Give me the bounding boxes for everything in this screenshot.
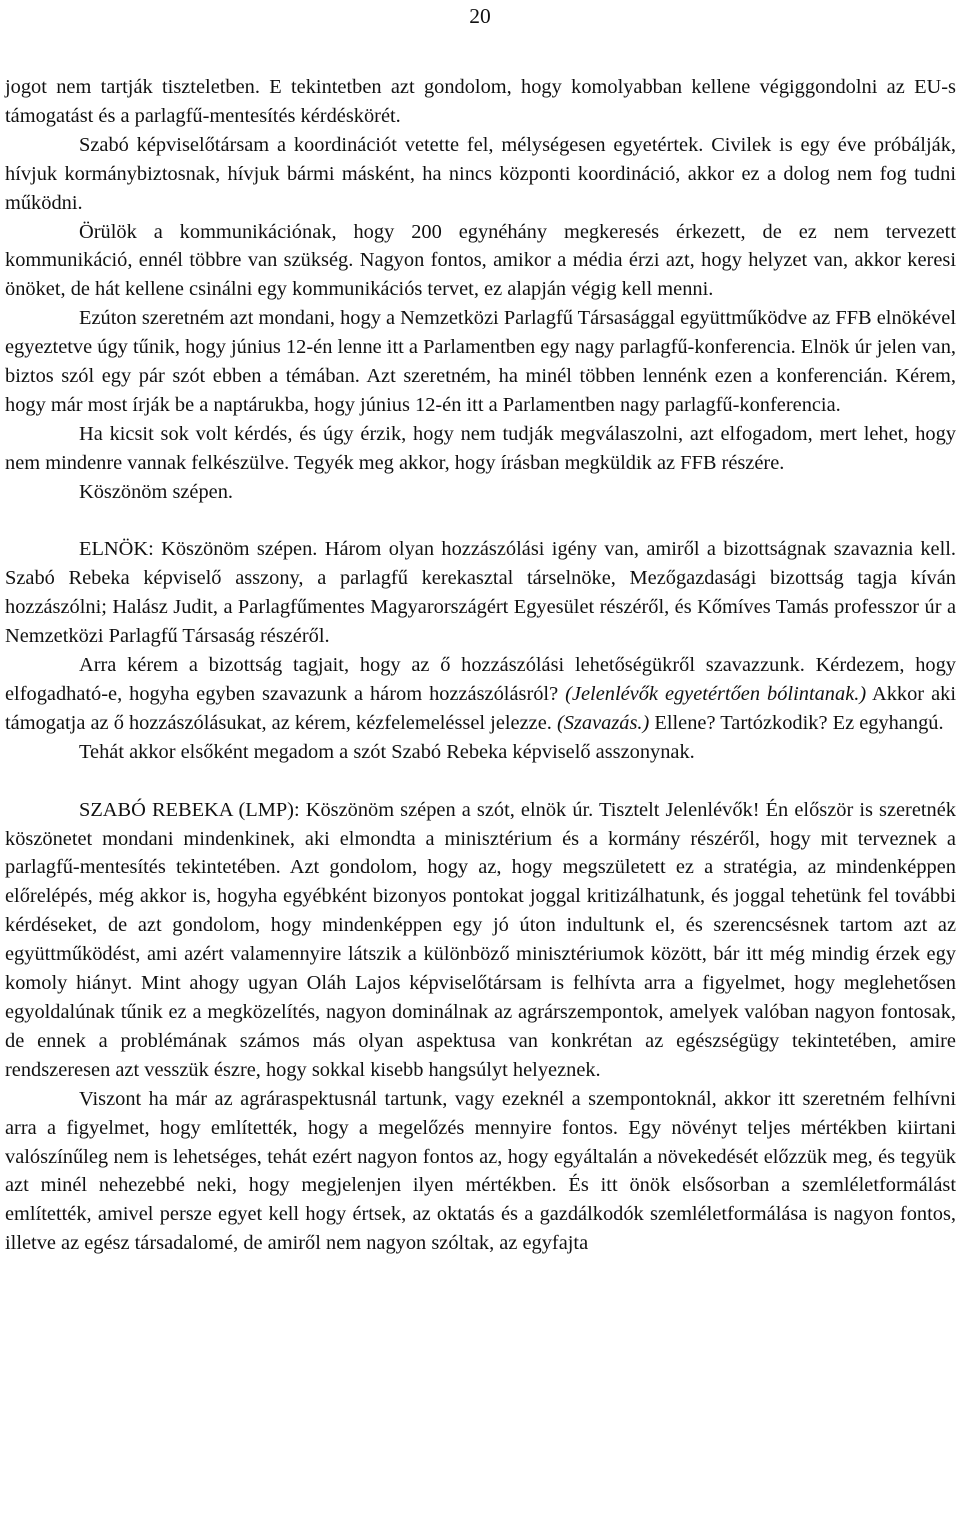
paragraph-text: Köszönöm szépen.: [79, 480, 234, 503]
paragraph-gap: [5, 507, 956, 536]
paragraph-text: Örülök a kommunikációnak, hogy 200 egynéhány megkeresés érkezett, de ez nem tervezett kommunikáció, ennél többre van szükség. Nagyon fontos, amikor a média érzi azt, hogy helyzet van, akkor keresi önöket, de hát kellene csinálni egy kommunikációs tervet, ez alapján végig kell menni.: [5, 220, 956, 301]
stage-direction: (Szavazás.): [556, 711, 650, 734]
paragraph-szabo-speech: [5, 796, 956, 1085]
paragraph-vote: [5, 651, 956, 738]
paragraph-coordination: [5, 131, 956, 218]
paragraph-communication: [5, 218, 956, 305]
paragraph-szabo-agrar: [5, 1085, 956, 1258]
paragraph-conference: [5, 304, 956, 420]
paragraph-text: Ezúton szeretném azt mondani, hogy a Nemzetközi Parlagfű Társasággal együttműködve az FFB elnökével egyeztetve úgy tűnik, hogy június 12-én lenne itt a Parlamentben egy nagy parlagfű-konferencia. Elnök úr jelen van, biztos szól egy pár szót ebben a témában. Azt szeretném, ha minél többen lennénk ezen a konferencián. Kérem, hogy már most írják be a naptárukba, hogy június 12-én itt a Parlamentben nagy parlagfű-konferencia.: [5, 307, 956, 416]
paragraph-text: Ha kicsit sok volt kérdés, és úgy érzik, hogy nem tudják megválaszolni, azt elfogadom, mert lehet, hogy nem mindenre vannak felkészülve. Tegyék meg akkor, hogy írásban megküldik az FFB részére.: [5, 422, 956, 474]
paragraph-chair-speech: [5, 535, 956, 651]
paragraph-text: Szabó képviselőtársam a koordinációt vetette fel, mélységesen egyetértek. Civilek is egy éve próbálják, hívjuk kormánybiztosnak, hívjuk bármi másként, ha nincs központi koordináció, akkor ez a dolog nem fog tudni működni.: [5, 133, 956, 214]
paragraph-thanks: [5, 478, 956, 507]
paragraph-give-floor: [5, 738, 956, 767]
paragraph-text: Tehát akkor elsőként megadom a szót Szabó Rebeka képviselő asszonynak.: [79, 740, 695, 763]
paragraph-text: SZABÓ REBEKA (LMP): Köszönöm szépen a szót, elnök úr. Tisztelt Jelenlévők! Én először is szeretnék köszönetet mondani mindenkinek, aki elmondta a minisztérium és a kormány részéről, hogy mit terveznek a parlagfű-mentesítés tekintetében. Azt gondolom, hogy az, hogy megszületett ez a stratégia, az mindenképpen előrelépés, még akkor is, hogyha egyébként bizonyos pontokat joggal kritizálhatunk, és joggal tehetünk fel további kérdéseket, de azt gondolom, hogy mindenképpen egy jó úton indultunk el, és szerencsésnek tartom azt az együttműködést, ami azért valamennyire látszik a különböző minisztériumok között, bár itt még mindig érzek egy komoly hiányt. Mint ahogy ugyan Oláh Lajos képviselőtársam is felhívta arra a figyelmet, hogy meglehetősen egyoldalúnak tűnik ez a megközelítés, nagyon dominálnak az agrárszempontok, amelyek valóban nagyon fontosak, de ennek a problémának számos más olyan aspektusa van konkrétan az egészségügy tekintetében, amire rendszeresen azt vesszük észre, hogy sokkal kisebb hangsúlyt helyeznek.: [5, 798, 956, 1081]
paragraph-text: Akkor aki támogatja az ő hozzászólásukat, az kérem, kézfelemeléssel jelezze.: [5, 683, 956, 734]
document-body: [5, 73, 956, 1258]
paragraph-questions: [5, 420, 956, 478]
paragraph-text: Ellene? Tartózkodik? Ez egyhangú.: [649, 711, 944, 734]
paragraph-text: Viszont ha már az agráraspektusnál tartunk, vagy ezeknél a szempontoknál, akkor itt szeretném felhívni arra a figyelmet, hogy említették, hogy a megelőzés mennyire fontos. Egy növényt teljes mértékben kiirtani valószínűleg nem is lehetséges, tehát ezért nagyon fontos az, hogy egyáltalán a növekedését előzzük meg, és tegyük azt minél nehezebbé neki, hogy megjelenjen ilyen mértékben. És itt önök elsősorban a szemléletformálást említették, amivel persze egyet kell hogy értsek, az oktatás és a gazdálkodók szemléletformálása is nagyon fontos, illetve az egész társadalomé, de amiről nem nagyon szóltak, az egyfajta: [5, 1087, 956, 1255]
paragraph-gap: [5, 767, 956, 796]
page-number: 20: [469, 4, 491, 28]
paragraph-text: ELNÖK: Köszönöm szépen. Három olyan hozzászólási igény van, amiről a bizottságnak szavaznia kell. Szabó Rebeka képviselő asszony, a parlagfű kerekasztal társelnöke, Mezőgazdasági bizottság tagja kíván hozzászólni; Halász Judit, a Parlagfűmentes Magyarországért Egyesület részéről, és Kőmíves Tamás professzor úr a Nemzetközi Parlagfű Társaság részéről.: [5, 538, 956, 648]
paragraph-text: jogot nem tartják tiszteletben. E tekintetben azt gondolom, hogy komolyabban kellene végiggondolni az EU-s támogatást és a parlagfű-mentesítés kérdéskörét.: [5, 76, 956, 127]
stage-direction: (Jelenlévők egyetértően bólintanak.): [565, 683, 867, 706]
paragraph-text: Arra kérem a bizottság tagjait, hogy az ő hozzászólási lehetőségükről szavazzunk. Kérdezem, hogy elfogadható-e, hogyha egyben szavazunk a három hozzászólásról?: [5, 654, 956, 706]
paragraph-continuation: [5, 73, 956, 131]
